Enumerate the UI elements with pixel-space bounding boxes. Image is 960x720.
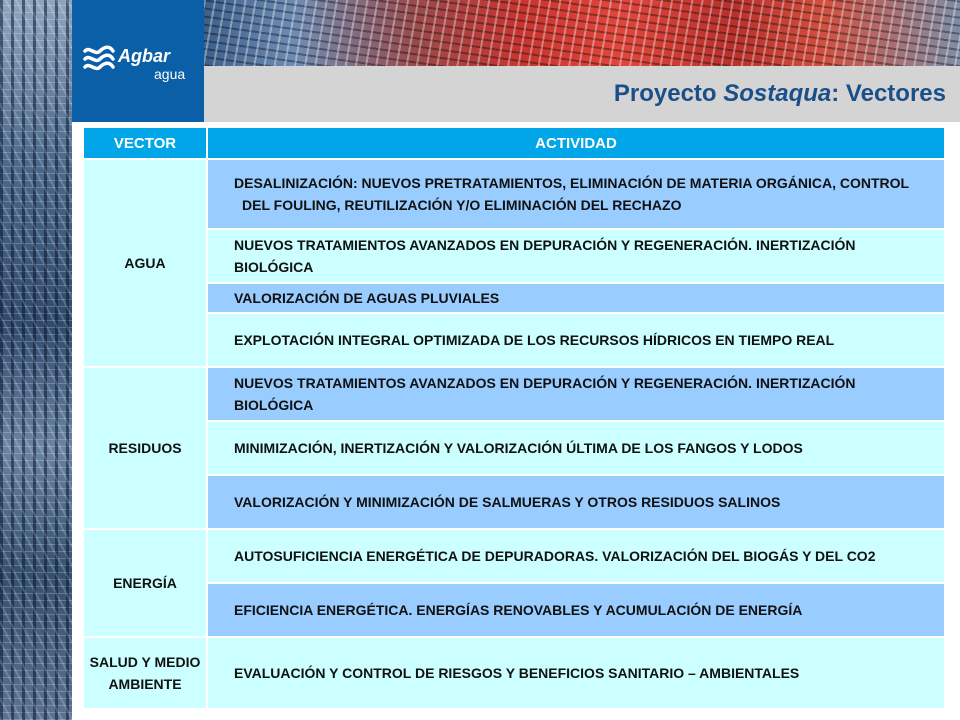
table-row (83, 529, 945, 583)
title-prefix: Proyecto (613, 80, 724, 107)
table-row (83, 229, 945, 283)
activity-cell (207, 475, 945, 529)
vector-cell-agua: AGUA (83, 159, 207, 367)
activity-cell (207, 637, 945, 709)
activity-text: EXPLOTACIÓN INTEGRAL OPTIMIZADA DE LOS RECURSOS HÍDRICOS EN TIEMPO REAL (234, 332, 835, 348)
title-suffix: : Vectores (831, 80, 946, 107)
activity-cell (207, 529, 945, 583)
activity-text: NUEVOS TRATAMIENTOS AVANZADOS EN DEPURACIÓN Y REGENERACIÓN. INERTIZACIÓN BIOLÓGICA (234, 237, 856, 275)
table-row (83, 475, 945, 529)
activity-text: EVALUACIÓN Y CONTROL DE RIESGOS Y BENEFICIOS SANITARIO – AMBIENTALES (234, 665, 800, 681)
activity-text: VALORIZACIÓN Y MINIMIZACIÓN DE SALMUERAS Y OTROS RESIDUOS SALINOS (234, 494, 781, 510)
vectors-table (82, 126, 946, 710)
column-header-activity: ACTIVIDAD (207, 127, 945, 159)
activity-cell (207, 421, 945, 475)
activity-text: DESALINIZACIÓN: NUEVOS PRETRATAMIENTOS, ELIMINACIÓN DE MATERIA ORGÁNICA, CONTROL DEL FOULING, REUTILIZACIÓN Y/O ELIMINACIÓN DEL RECHAZO (234, 175, 909, 213)
activity-cell (207, 313, 945, 367)
building-photo-banner (204, 0, 960, 66)
table-row (83, 313, 945, 367)
table-row (83, 583, 945, 637)
activity-text: EFICIENCIA ENERGÉTICA. ENERGÍAS RENOVABLES Y ACUMULACIÓN DE ENERGÍA (234, 602, 803, 618)
logo-brand-text: Agbar (118, 46, 171, 66)
vector-cell-salud: SALUD Y MEDIO AMBIENTE (83, 637, 207, 709)
agbar-logo (72, 0, 204, 122)
building-photo-strip (0, 0, 72, 720)
activity-cell (207, 229, 945, 283)
activity-text: AUTOSUFICIENCIA ENERGÉTICA DE DEPURADORAS. VALORIZACIÓN DEL BIOGÁS Y DEL CO2 (234, 548, 876, 564)
activity-cell (207, 367, 945, 421)
logo-sub-text: agua (154, 66, 186, 82)
page-title (614, 80, 946, 108)
vector-cell-energia: ENERGÍA (83, 529, 207, 637)
column-header-vector: VECTOR (83, 127, 207, 159)
title-project-name: Sostaqua (723, 80, 832, 107)
table-row (83, 637, 945, 709)
activity-text: MINIMIZACIÓN, INERTIZACIÓN Y VALORIZACIÓN ÚLTIMA DE LOS FANGOS Y LODOS (234, 440, 803, 456)
activity-text: VALORIZACIÓN DE AGUAS PLUVIALES (234, 290, 500, 306)
activity-cell (207, 159, 945, 229)
activity-cell (207, 283, 945, 313)
vector-cell-residuos: RESIDUOS (83, 367, 207, 529)
title-band (204, 66, 960, 122)
table-header-row (83, 127, 945, 159)
table-row (83, 159, 945, 229)
activity-text: NUEVOS TRATAMIENTOS AVANZADOS EN DEPURACIÓN Y REGENERACIÓN. INERTIZACIÓN BIOLÓGICA (234, 375, 856, 413)
table-row (83, 283, 945, 313)
agbar-waves-icon (82, 44, 116, 74)
activity-cell (207, 583, 945, 637)
table-row (83, 367, 945, 421)
table-row (83, 421, 945, 475)
